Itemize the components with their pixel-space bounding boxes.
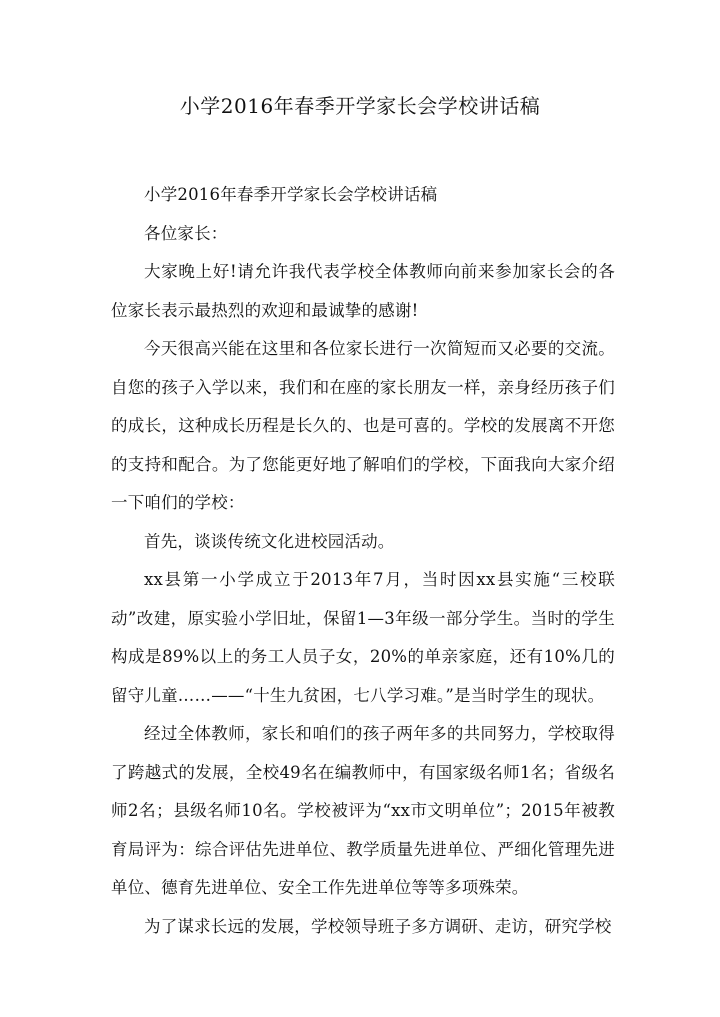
body-paragraph-greeting: 大家晚上好!请允许我代表学校全体教师向前来参加家长会的各位家长表示最热烈的欢迎和最诚挚的感谢!: [111, 262, 615, 320]
body-paragraph-heading: 小学2016年春季开学家长会学校讲话稿: [144, 185, 438, 204]
document-title: 小学2016年春季开学家长会学校讲话稿: [179, 94, 541, 118]
body-paragraph-history: xx县第一小学成立于2013年7月，当时因xx县实施“三校联动”改建，原实验小学旧址，保留1—3年级一部分学生。当时的学生构成是89%以上的务工人员子女，20%的单亲家庭，还有10%几的留守儿童……——“十生九贫困，七八学习难。”是当时学生的现状。: [111, 570, 615, 705]
body-paragraph-topic: 首先，谈谈传统文化进校园活动。: [144, 531, 395, 551]
body-paragraph-introduction: 今天很高兴能在这里和各位家长进行一次简短而又必要的交流。自您的孩子入学以来，我们和在座的家长朋友一样，亲身经历孩子们的成长，这种成长历程是长久的、也是可喜的。学校的发展离不开您的支持和配合。为了您能更好地了解咱们的学校，下面我向大家介绍一下咱们的学校：: [111, 339, 615, 512]
body-paragraph-development: 为了谋求长远的发展，学校领导班子多方调研、走访，研究学校: [144, 916, 612, 936]
body-paragraph-achievements: 经过全体教师，家长和咱们的孩子两年多的共同努力，学校取得了跨越式的发展，全校49名在编教师中，有国家级名师1名；省级名师2名；县级名师10名。学校被评为“xx市文明单位”；2015年被教育局评为：综合评估先进单位、教学质量先进单位、严细化管理先进单位、德育先进单位、安全工作先进单位等等多项殊荣。: [111, 724, 615, 897]
document-body: [111, 176, 615, 946]
body-paragraph-salutation: 各位家长：: [144, 223, 228, 243]
